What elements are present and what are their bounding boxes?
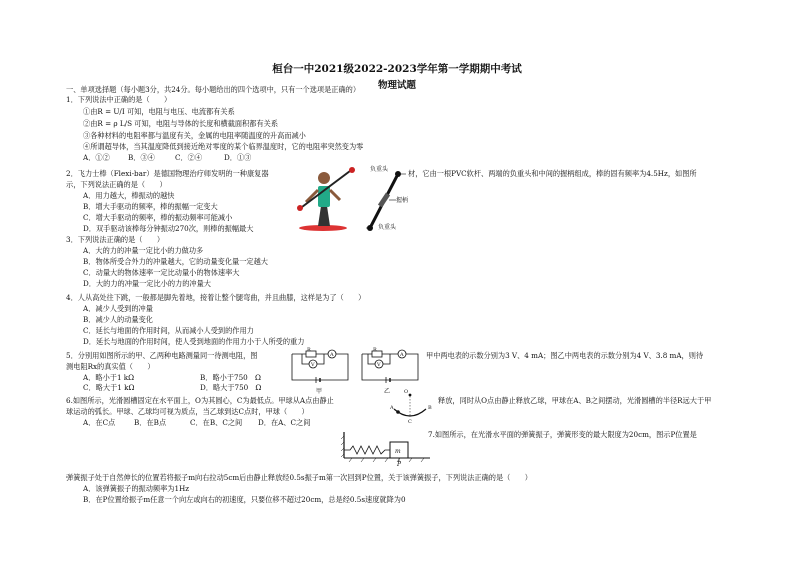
circuit-a-label: 甲 (316, 388, 323, 395)
q3-option-d: D．大的力的冲量一定比小的力的冲量大 (83, 279, 211, 288)
q5-choice-a: A．略小于1 kΩ (83, 373, 135, 382)
q2-option-b: B．增大手驱动的频率，棒的振幅一定变大 (83, 202, 218, 211)
q5-stem-a: 5．分别用如图所示的甲、乙两种电路测量同一待测电阻，图 (66, 351, 258, 360)
q6-choice-c: C．在B、C之间 (190, 418, 243, 427)
q2-stem-c: 示，下列说法正确的是（ ） (66, 180, 167, 189)
q1-stem: 1．下列说法中正确的是（ ） (66, 95, 172, 104)
q6-stem-b: 释放，同时从O点由静止释放乙球，甲球在A、B之间摆动，光滑圆槽的半径R远大于甲 (438, 396, 712, 405)
flexibar-person-figure (296, 160, 356, 232)
q5-choice-d: D．略大于750 Ω (200, 383, 262, 392)
q4-option-c: C．延长与地面的作用时间，从而减小人受到的作用力 (83, 326, 254, 335)
spring-oscillator-figure (340, 428, 432, 464)
q2-option-d: D．双手驱动该棒每分钟振动270次，则棒的振幅最大 (83, 224, 254, 233)
q6-stem-a: 6.如图所示，光滑圆槽固定在水平面上，O为其圆心，C为最低点。甲球从A点由静止 (66, 396, 334, 405)
fig-label-weight-bottom: 负重头 (378, 224, 397, 231)
q3-option-b: B．物体所受合外力的冲量越大，它的动量变化量一定越大 (83, 257, 268, 266)
q1-choice-b: B．③④ (128, 153, 155, 162)
page-title: 桓台一中2021级2022-2023学年第一学期期中考试 (272, 63, 522, 75)
q1-option-1: ①由R = U/I 可知，电阻与电压、电流都有关系 (83, 107, 235, 116)
q2-option-c: C．增大手驱动的频率，棒的振动频率可能减小 (83, 213, 233, 222)
q5-choice-c: C．略大于1 kΩ (83, 383, 135, 392)
q1-choice-d: D．①③ (224, 153, 252, 162)
q1-option-2: ②由R = ρ L/S 可知，电阻与导体的长度和横截面积都有关系 (83, 119, 279, 128)
q6-choice-a: A．在C点 (83, 418, 116, 427)
q2-option-a: A．用力越大，棒振动的越快 (83, 191, 175, 200)
q4-option-d: D．延长与地面的作用时间，使人受到地面的作用力小于人所受的重力 (83, 337, 305, 346)
q4-option-a: A．减少人受到的冲量 (83, 304, 153, 313)
q3-option-a: A．大的力的冲量一定比小的力做功多 (83, 246, 204, 255)
groove-label-o: O (404, 389, 409, 395)
circuit-b-label: 乙 (384, 388, 391, 395)
circuit-a-resistor-label: R (307, 347, 311, 353)
groove-label-b: B (428, 405, 432, 411)
q7-option-b: B．在P位置给振子m任意一个向左或向右的初速度，只要位移不超过20cm，总是经0.5s速度就降为0 (83, 495, 406, 504)
spring-p-label: P (397, 461, 402, 468)
circuit-b-ammeter-label: A (400, 352, 404, 358)
circuit-b-voltmeter-label: V (377, 362, 381, 368)
q6-stem-c: 球运动的弧长。甲球、乙球均可视为质点，当乙球到达C点时，甲球（ ） (66, 407, 309, 416)
q3-option-c: C．动量大的物体速率一定比动量小的物体速率大 (83, 268, 240, 277)
q1-option-3: ③各种材料的电阻率都与温度有关，金属的电阻率随温度的升高而减小 (83, 131, 306, 140)
q6-choice-b: B．在B点 (134, 418, 167, 427)
groove-label-a: A (390, 405, 394, 411)
fig-label-grip: 握柄 (396, 197, 409, 204)
q5-stem-b: 甲中两电表的示数分别为3 V、4 mA；图乙中两电表的示数分别为4 V、3.8 mA，则待 (426, 351, 704, 360)
circuit-a-voltmeter-label: V (311, 362, 315, 368)
spring-mass-label: m (395, 448, 401, 455)
q3-stem: 3．下列说法正确的是（ ） (66, 235, 165, 244)
circuit-b-resistor-label: R (373, 347, 377, 353)
circuit-a-ammeter-label: A (330, 352, 334, 358)
q1-option-4: ④所谓超导体，当其温度降低到接近绝对零度的某个临界温度时，它的电阻率突然变为零 (83, 142, 364, 151)
q4-option-b: B．减少人的动量变化 (83, 315, 153, 324)
q2-stem-a: 2．飞力士棒（Flexi-bar）是德国物理治疗师发明的一种康复器 (66, 169, 269, 178)
q1-choice-c: C．②④ (175, 153, 203, 162)
q2-stem-b: 材，它由一根PVC软杆、两端的负重头和中间的握柄组成，棒的固有频率为4.5Hz，如图所 (408, 169, 697, 178)
page-subtitle: 物理试题 (377, 80, 416, 91)
q4-stem: 4．人从高处往下跳，一般都是脚先着地，接着让整个腿弯曲，并且曲膝，这样是为了（ ） (66, 293, 366, 302)
fig-label-weight-top: 负重头 (370, 166, 389, 173)
q5-choice-b: B．略小于750 Ω (200, 373, 261, 382)
section-heading: 一、单项选择题（每小题3分，共24分。每小题给出的四个选项中，只有一个选项是正确的） (66, 85, 361, 94)
q6-choice-d: D．在A、C之间 (258, 418, 311, 427)
groove-label-c: C (408, 419, 412, 425)
q7-stem-a: 7.如图所示，在光滑水平面的弹簧振子，弹簧形变的最大限度为20cm，图示P位置是 (428, 430, 697, 439)
q7-option-a: A．该弹簧振子的振动频率为1Hz (83, 484, 190, 493)
q5-stem-c: 测电阻Rx的真实值（ ） (66, 362, 155, 371)
q7-stem-b: 弹簧振子处于自然伸长的位置若将振子m向右拉动5cm后由静止释放经0.5s振子m第一次回到P位置，关于该弹簧振子，下列说法正确的是（ ） (66, 473, 532, 482)
q1-choice-a: A．①② (83, 153, 110, 162)
circular-groove-figure (390, 391, 430, 421)
